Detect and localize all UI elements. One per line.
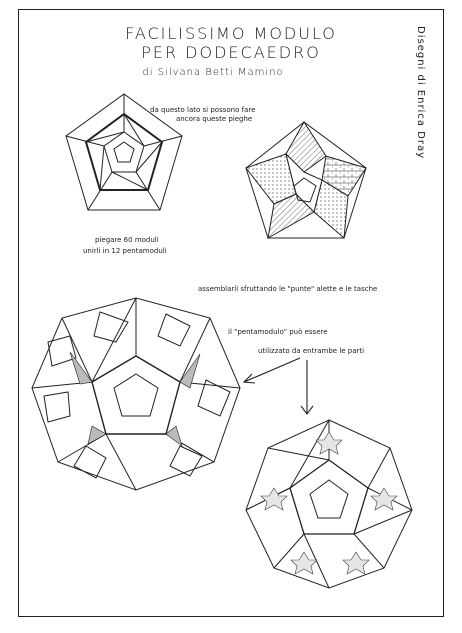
fold-note-line-1: piegare 60 moduli — [95, 236, 159, 244]
pentamodule-note-line-2: utilizzato da entrambe le parti — [258, 347, 365, 355]
assemble-note: assemblarli sfruttando le "punte" alette e le tasche — [198, 285, 378, 293]
fold-note-line-2: unirli in 12 pentamoduli — [83, 247, 167, 255]
designer-credit: Disegni di Enrica Dray — [415, 26, 426, 159]
pleats-note-line-2: ancora queste pieghe — [176, 115, 253, 123]
pleats-note-line-1: da questo lato si possono fare — [150, 106, 256, 114]
title-line-2: PER DODECAEDRO — [141, 43, 321, 62]
author-credit: di Silvana Betti Mamino — [142, 67, 284, 78]
title-line-1: FACILISSIMO MODULO — [125, 24, 337, 43]
pentamodule-note-line-1: il "pentamodulo" può essere — [228, 328, 328, 336]
arrow-to-assembled — [244, 358, 300, 382]
